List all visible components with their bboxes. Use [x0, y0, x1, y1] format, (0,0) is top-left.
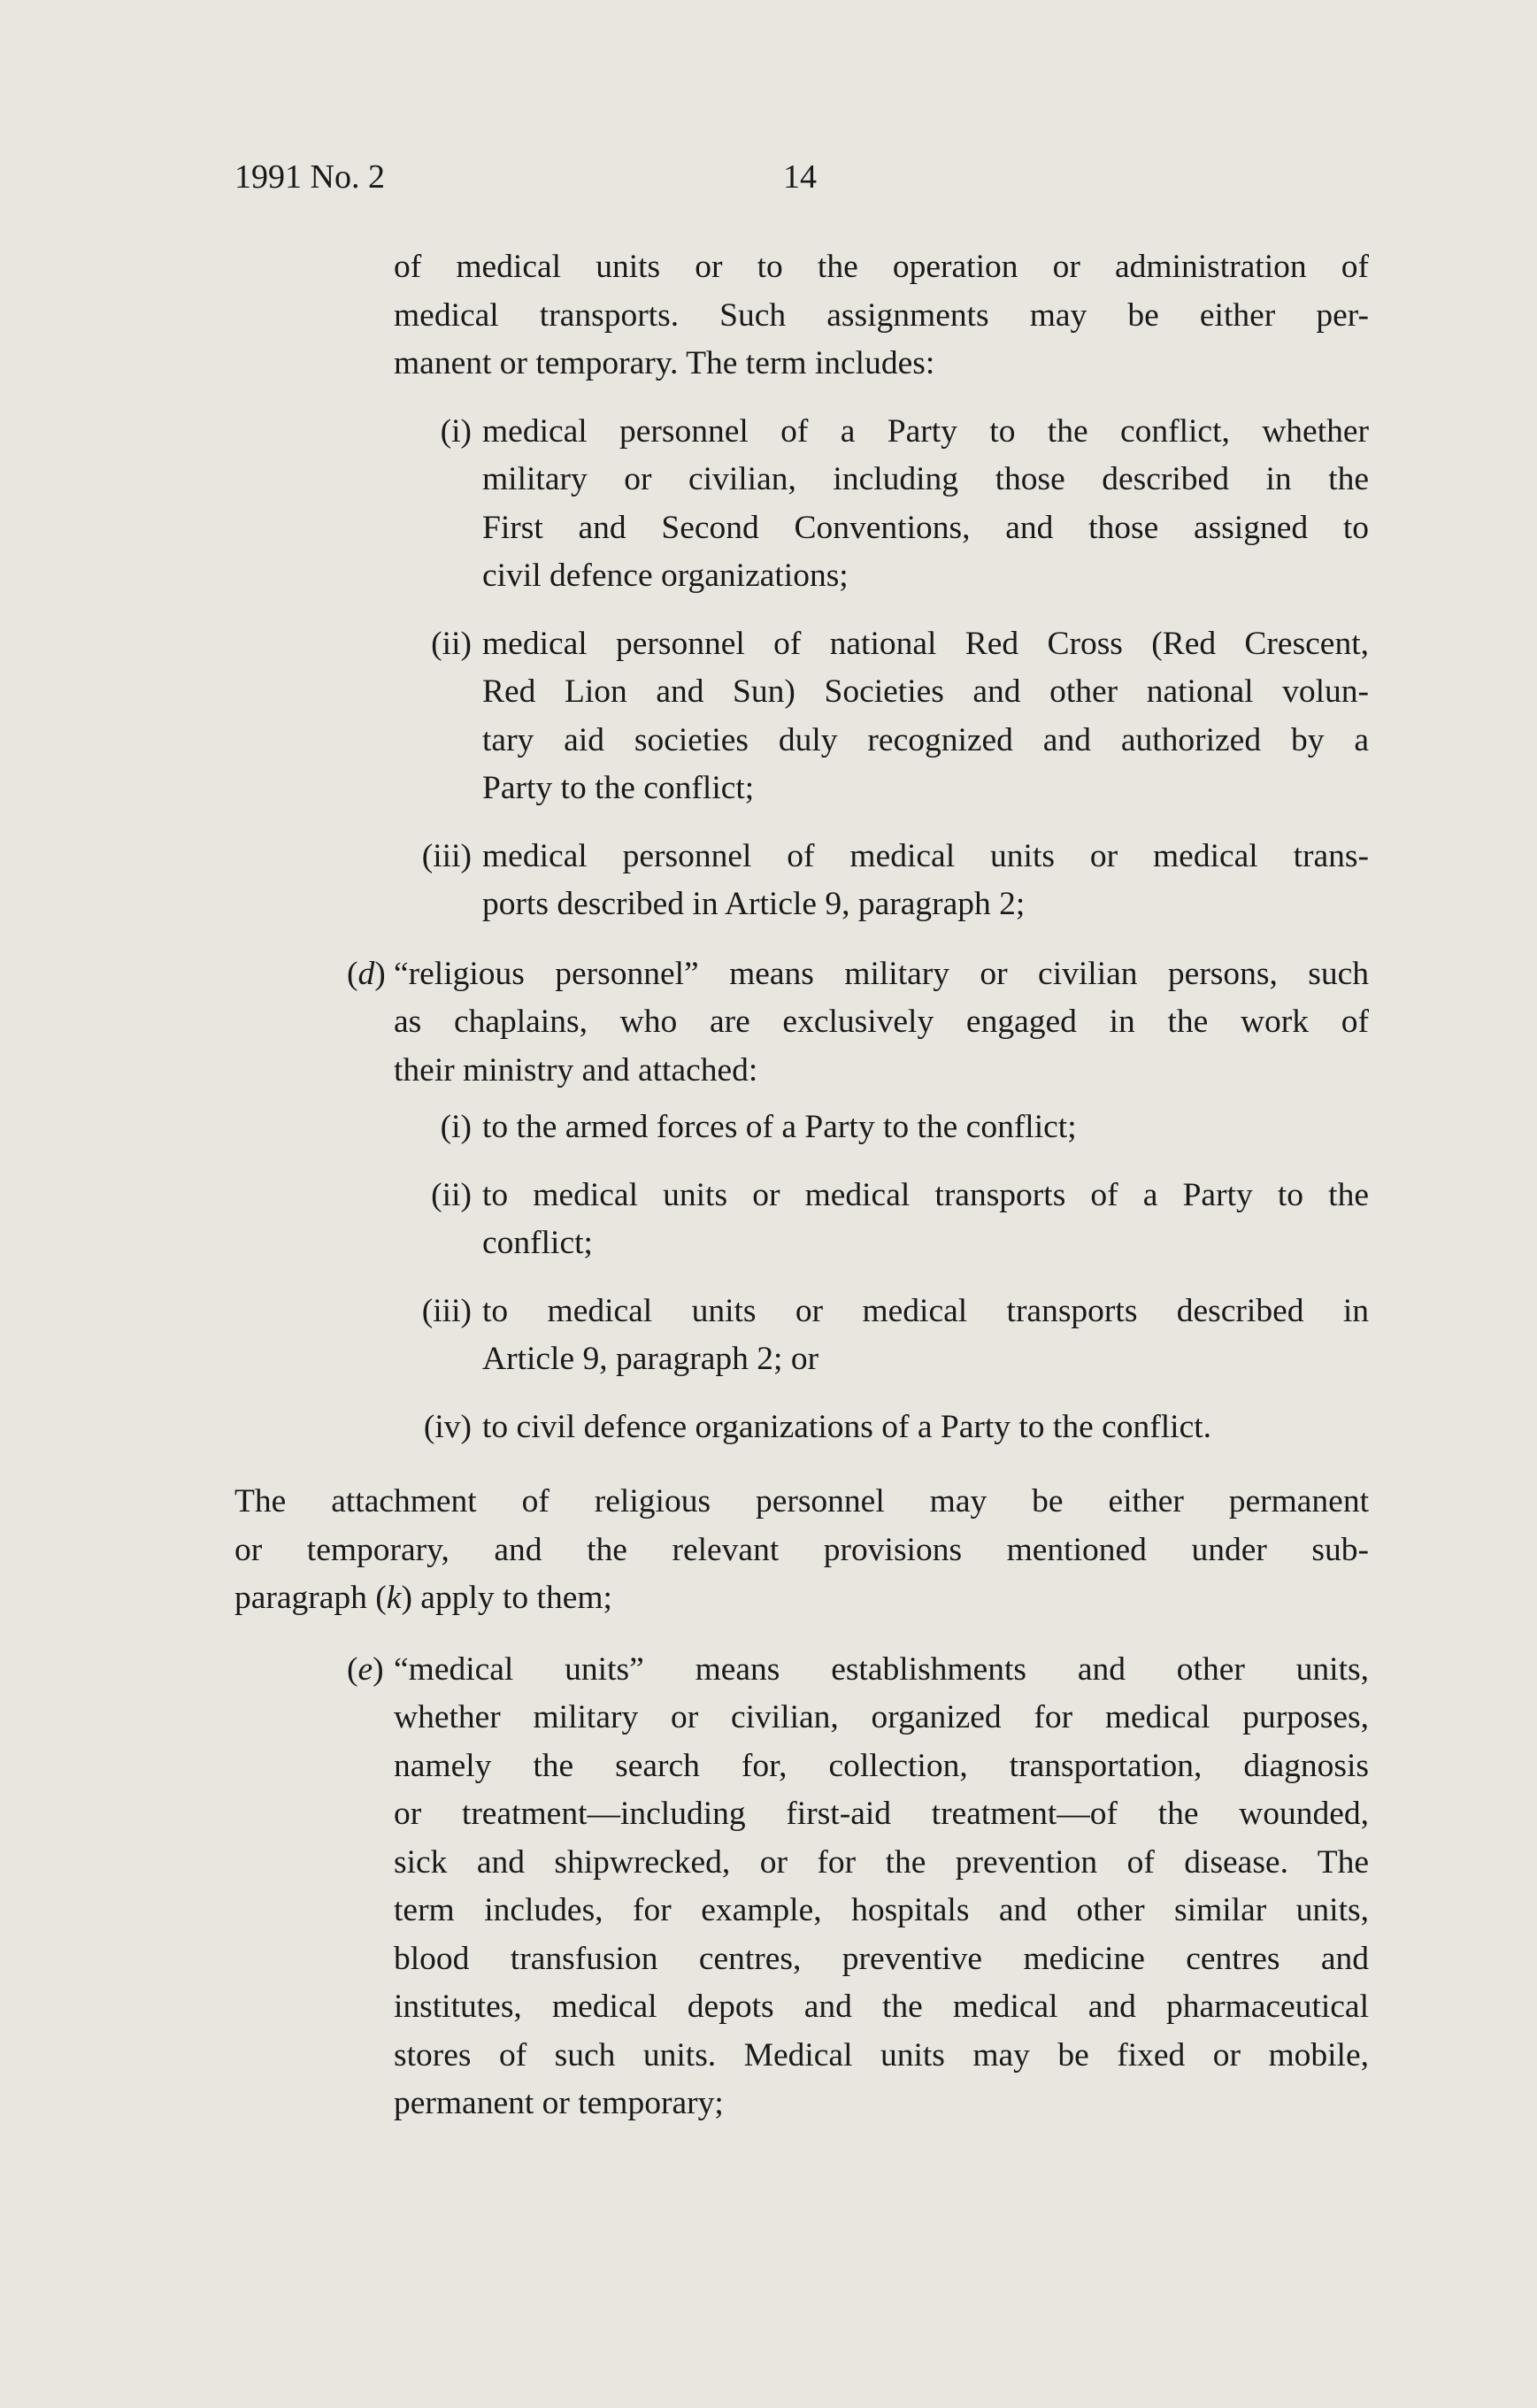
page-number: 14: [783, 158, 817, 196]
text-line: civil defence organizations;: [482, 558, 849, 594]
text-line: Article 9, paragraph 2; or: [482, 1341, 819, 1377]
text-line: namely the search for, collection, transportation, diagnosis: [394, 1747, 1369, 1784]
text-line: medical personnel of national Red Cross (Red Crescent,: [482, 625, 1369, 662]
item-label: (ii): [431, 625, 472, 662]
page-body: [234, 243, 1369, 2128]
text-line: to the armed forces of a Party to the conflict;: [482, 1109, 1077, 1145]
continued-paragraph: [394, 243, 1369, 389]
text-line: term includes, for example, hospitals and other similar units,: [394, 1892, 1369, 1928]
list-item: [440, 408, 1369, 601]
item-label: (d): [347, 955, 386, 992]
list-item: [423, 1404, 1369, 1452]
list-item: [421, 1288, 1369, 1384]
list-item: [431, 620, 1369, 813]
text-line: medical personnel of medical units or medical trans-: [482, 837, 1369, 874]
list-item: [421, 833, 1369, 929]
text-line: medical personnel of a Party to the conflict, whether: [482, 412, 1369, 450]
text-line: or temporary, and the relevant provisions mentioned under sub-: [234, 1531, 1369, 1568]
text-line: their ministry and attached:: [394, 1051, 758, 1089]
definition-e: [347, 1646, 1369, 2128]
text-line: The attachment of religious personnel may be either permanent: [234, 1483, 1369, 1519]
text-line: Party to the conflict;: [482, 770, 755, 806]
item-label: (i): [440, 412, 472, 450]
text-line: blood transfusion centres, preventive medicine centres and: [394, 1940, 1369, 1977]
text-line: permanent or temporary;: [394, 2085, 724, 2121]
text-line: ports described in Article 9, paragraph 2;: [482, 886, 1026, 922]
text-line: or treatment—including first-aid treatment—of the wounded,: [394, 1796, 1369, 1832]
text-line: as chaplains, who are exclusively engaged in the work of: [394, 1004, 1369, 1040]
text-line: tary aid societies duly recognized and authorized by a: [482, 721, 1369, 758]
attachment-paragraph: [234, 1478, 1369, 1623]
item-label: (iv): [423, 1408, 472, 1445]
list-item: [440, 1104, 1369, 1152]
text-line: to medical units or medical transports described in: [482, 1292, 1369, 1329]
text-line: to civil defence organizations of a Party to the conflict.: [482, 1408, 1212, 1445]
text-line: “religious personnel” means military or civilian persons, such: [394, 955, 1369, 992]
text-line: paragraph (k) apply to them;: [234, 1580, 612, 1616]
text-line: medical transports. Such assignments may be either per-: [394, 296, 1369, 334]
text-line: manent or temporary. The term includes:: [394, 345, 935, 381]
text-line: conflict;: [482, 1225, 593, 1261]
text-line: sick and shipwrecked, or for the prevention of disease. The: [394, 1843, 1369, 1881]
item-label: (e): [347, 1650, 384, 1688]
text-line: First and Second Conventions, and those assigned to: [482, 509, 1369, 546]
text-line: institutes, medical depots and the medical and pharmaceutical: [394, 1989, 1369, 2025]
text-line: stores of such units. Medical units may be fixed or mobile,: [394, 2036, 1369, 2073]
text-line: of medical units or to the operation or administration of: [394, 249, 1369, 285]
page-header: [234, 158, 817, 196]
definition-d: [347, 950, 1369, 1096]
item-label: (i): [440, 1109, 472, 1145]
item-label: (iii): [421, 1292, 472, 1329]
list-item: [431, 1172, 1369, 1268]
year-and-number: 1991 No. 2: [234, 158, 385, 196]
text-line: to medical units or medical transports of a Party to the: [482, 1176, 1369, 1213]
text-line: whether military or civilian, organized for medical purposes,: [394, 1699, 1369, 1735]
item-label: (ii): [431, 1176, 472, 1213]
text-line: military or civilian, including those described in the: [482, 461, 1369, 497]
text-line: “medical units” means establishments and other units,: [394, 1650, 1369, 1688]
item-label: (iii): [421, 837, 472, 874]
text-line: Red Lion and Sun) Societies and other national volun-: [482, 673, 1369, 710]
